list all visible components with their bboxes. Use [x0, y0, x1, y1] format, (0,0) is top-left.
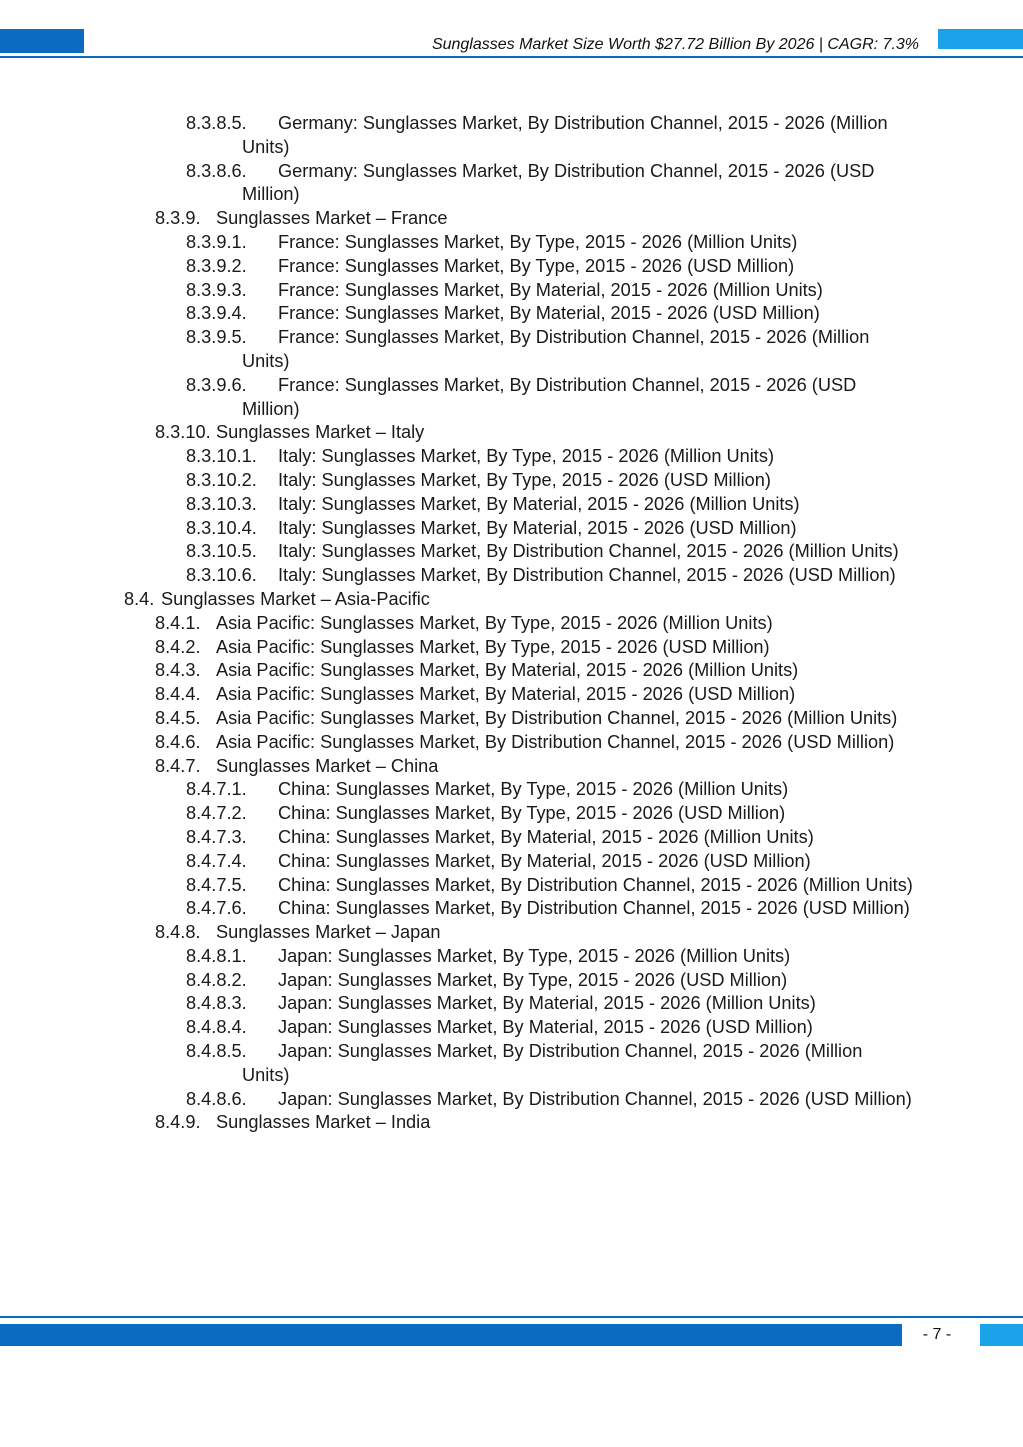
toc-entry-text: Japan: Sunglasses Market, By Material, 2015 - 2026 (USD Million): [278, 1017, 813, 1038]
toc-entry-text: Japan: Sunglasses Market, By Type, 2015 - 2026 (USD Million): [278, 969, 788, 990]
toc-entry-number: 8.3.9.5.: [186, 327, 247, 348]
footer-accent-bar-right: [980, 1324, 1023, 1346]
toc-entry-number: 8.4.6.: [155, 731, 201, 752]
toc-entry: [0, 921, 1023, 945]
toc-entry-text: France: Sunglasses Market, By Distribution Channel, 2015 - 2026 (USD Million): [242, 374, 857, 419]
toc-entry-text: Italy: Sunglasses Market, By Distribution Channel, 2015 - 2026 (USD Million): [278, 565, 896, 586]
toc-entry-text: Asia Pacific: Sunglasses Market, By Distribution Channel, 2015 - 2026 (USD Million): [216, 731, 895, 752]
toc-entry-number: 8.3.9.2.: [186, 255, 247, 276]
toc-entry: [0, 540, 1023, 564]
toc-entry: [0, 945, 1023, 969]
toc-entry-text: Italy: Sunglasses Market, By Distribution Channel, 2015 - 2026 (Million Units): [278, 541, 899, 562]
toc-entry-text: Sunglasses Market – Italy: [216, 422, 425, 443]
toc-entry-number: 8.3.9.1.: [186, 231, 247, 252]
toc-entry-number: 8.4.7.5.: [186, 874, 247, 895]
toc-entry-text: China: Sunglasses Market, By Distribution Channel, 2015 - 2026 (USD Million): [278, 898, 910, 919]
toc-entry: [0, 421, 1023, 445]
toc-entry: [0, 112, 1023, 160]
toc-entry-number: 8.4.1.: [155, 612, 201, 633]
toc-entry-text: Sunglasses Market – France: [216, 208, 448, 229]
toc-entry-text: China: Sunglasses Market, By Type, 2015 - 2026 (USD Million): [278, 803, 786, 824]
toc-entry-number: 8.3.10.3.: [186, 493, 257, 514]
toc-entry-text: Germany: Sunglasses Market, By Distribution Channel, 2015 - 2026 (USD Million): [242, 160, 875, 205]
toc-entry-number: 8.4.7.1.: [186, 779, 247, 800]
table-of-contents: [0, 112, 1023, 1135]
toc-entry-text: Italy: Sunglasses Market, By Type, 2015 - 2026 (Million Units): [278, 446, 774, 467]
toc-entry-number: 8.4.8.2.: [186, 969, 247, 990]
toc-entry: [0, 517, 1023, 541]
toc-entry: [0, 1111, 1023, 1135]
toc-entry-number: 8.4.8.3.: [186, 993, 247, 1014]
toc-entry: [0, 588, 1023, 612]
toc-entry-text: Japan: Sunglasses Market, By Distribution Channel, 2015 - 2026 (Million Units): [242, 1041, 863, 1085]
toc-entry-number: 8.4.8.: [155, 922, 201, 943]
header-accent-bar-left: [0, 29, 84, 53]
toc-entry-text: France: Sunglasses Market, By Type, 2015 - 2026 (Million Units): [278, 231, 798, 252]
toc-entry-number: 8.3.10.6.: [186, 565, 257, 586]
header-title: Sunglasses Market Size Worth $27.72 Billion By 2026 | CAGR: 7.3%: [431, 36, 919, 53]
toc-entry-number: 8.3.10.4.: [186, 517, 257, 538]
toc-entry-text: France: Sunglasses Market, By Material, 2015 - 2026 (Million Units): [278, 279, 823, 300]
toc-entry: [0, 302, 1023, 326]
toc-entry-text: France: Sunglasses Market, By Type, 2015 - 2026 (USD Million): [278, 255, 795, 276]
toc-entry-text: Germany: Sunglasses Market, By Distribution Channel, 2015 - 2026 (Million Units): [242, 113, 888, 157]
toc-entry-text: Japan: Sunglasses Market, By Type, 2015 - 2026 (Million Units): [278, 945, 791, 966]
toc-entry-number: 8.4.2.: [155, 636, 201, 657]
toc-entry-number: 8.4.3.: [155, 660, 201, 681]
header-accent-bar-right: [938, 29, 1023, 49]
toc-entry-text: Italy: Sunglasses Market, By Material, 2015 - 2026 (Million Units): [278, 493, 800, 514]
toc-entry-text: China: Sunglasses Market, By Material, 2015 - 2026 (Million Units): [278, 826, 814, 847]
toc-entry-number: 8.4.8.6.: [186, 1088, 247, 1109]
footer-rule: [0, 1316, 1023, 1318]
toc-entry: [0, 992, 1023, 1016]
toc-entry: [0, 802, 1023, 826]
header-rule: [0, 56, 1023, 58]
toc-entry-text: Asia Pacific: Sunglasses Market, By Material, 2015 - 2026 (USD Million): [216, 684, 796, 705]
toc-entry-text: Sunglasses Market – India: [216, 1112, 431, 1133]
page-number: - 7 -: [922, 1326, 952, 1343]
toc-entry: [0, 231, 1023, 255]
toc-entry-number: 8.4.8.1.: [186, 945, 247, 966]
toc-entry: [0, 374, 1023, 422]
toc-entry-text: Sunglasses Market – Asia-Pacific: [161, 588, 430, 609]
toc-entry-number: 8.3.10.5.: [186, 541, 257, 562]
toc-entry: [0, 255, 1023, 279]
toc-entry-text: France: Sunglasses Market, By Distribution Channel, 2015 - 2026 (Million Units): [242, 327, 870, 371]
toc-entry: [0, 1040, 1023, 1088]
toc-entry: [0, 279, 1023, 303]
toc-entry-text: France: Sunglasses Market, By Material, 2015 - 2026 (USD Million): [278, 303, 820, 324]
toc-entry-text: Asia Pacific: Sunglasses Market, By Distribution Channel, 2015 - 2026 (Million Units): [216, 707, 898, 728]
toc-entry-text: Japan: Sunglasses Market, By Distribution Channel, 2015 - 2026 (USD Million): [278, 1088, 912, 1109]
toc-entry: [0, 731, 1023, 755]
toc-entry: [0, 778, 1023, 802]
toc-entry-number: 8.4.7.3.: [186, 826, 247, 847]
toc-entry-number: 8.3.9.6.: [186, 374, 247, 395]
toc-entry-number: 8.3.8.6.: [186, 160, 247, 181]
toc-entry: [0, 612, 1023, 636]
toc-entry-number: 8.4.: [124, 588, 155, 609]
toc-entry-number: 8.3.8.5.: [186, 113, 247, 133]
toc-entry-number: 8.4.5.: [155, 707, 201, 728]
toc-entry-number: 8.3.10.2.: [186, 469, 257, 490]
toc-entry: [0, 826, 1023, 850]
toc-entry-number: 8.4.7.2.: [186, 803, 247, 824]
toc-entry: [0, 850, 1023, 874]
footer-accent-bar-left: [0, 1324, 902, 1346]
toc-entry: [0, 969, 1023, 993]
toc-entry-number: 8.4.9.: [155, 1112, 201, 1133]
toc-entry-text: China: Sunglasses Market, By Material, 2015 - 2026 (USD Million): [278, 850, 811, 871]
toc-entry-number: 8.3.10.: [155, 422, 211, 443]
toc-entry: [0, 564, 1023, 588]
toc-entry-number: 8.4.7.: [155, 755, 201, 776]
toc-entry-text: Sunglasses Market – China: [216, 755, 439, 776]
toc-entry: [0, 659, 1023, 683]
toc-entry: [0, 326, 1023, 374]
toc-entry-number: 8.3.9.3.: [186, 279, 247, 300]
toc-entry: [0, 636, 1023, 660]
toc-entry: [0, 755, 1023, 779]
toc-entry: [0, 445, 1023, 469]
toc-entry: [0, 469, 1023, 493]
toc-entry-text: Asia Pacific: Sunglasses Market, By Type, 2015 - 2026 (Million Units): [216, 612, 773, 633]
toc-entry-text: Japan: Sunglasses Market, By Material, 2015 - 2026 (Million Units): [278, 993, 816, 1014]
toc-entry-number: 8.4.7.4.: [186, 850, 247, 871]
toc-entry: [0, 707, 1023, 731]
toc-entry-text: China: Sunglasses Market, By Type, 2015 - 2026 (Million Units): [278, 779, 789, 800]
toc-entry-text: Italy: Sunglasses Market, By Material, 2015 - 2026 (USD Million): [278, 517, 797, 538]
toc-entry-text: China: Sunglasses Market, By Distribution Channel, 2015 - 2026 (Million Units): [278, 874, 913, 895]
toc-entry: [0, 683, 1023, 707]
toc-entry-number: 8.4.4.: [155, 684, 201, 705]
toc-entry: [0, 1088, 1023, 1112]
toc-entry-number: 8.3.10.1.: [186, 446, 257, 467]
toc-entry: [0, 207, 1023, 231]
toc-entry: [0, 1016, 1023, 1040]
toc-entry-number: 8.4.8.5.: [186, 1041, 247, 1062]
toc-entry: [0, 160, 1023, 208]
toc-entry-text: Sunglasses Market – Japan: [216, 922, 441, 943]
toc-entry: [0, 874, 1023, 898]
toc-entry-number: 8.4.8.4.: [186, 1017, 247, 1038]
toc-entry-number: 8.4.7.6.: [186, 898, 247, 919]
toc-entry-text: Italy: Sunglasses Market, By Type, 2015 - 2026 (USD Million): [278, 469, 771, 490]
toc-entry: [0, 897, 1023, 921]
toc-entry-number: 8.3.9.: [155, 208, 201, 229]
toc-entry-text: Asia Pacific: Sunglasses Market, By Type, 2015 - 2026 (USD Million): [216, 636, 770, 657]
toc-entry-number: 8.3.9.4.: [186, 303, 247, 324]
toc-entry: [0, 493, 1023, 517]
toc-entry-text: Asia Pacific: Sunglasses Market, By Material, 2015 - 2026 (Million Units): [216, 660, 799, 681]
